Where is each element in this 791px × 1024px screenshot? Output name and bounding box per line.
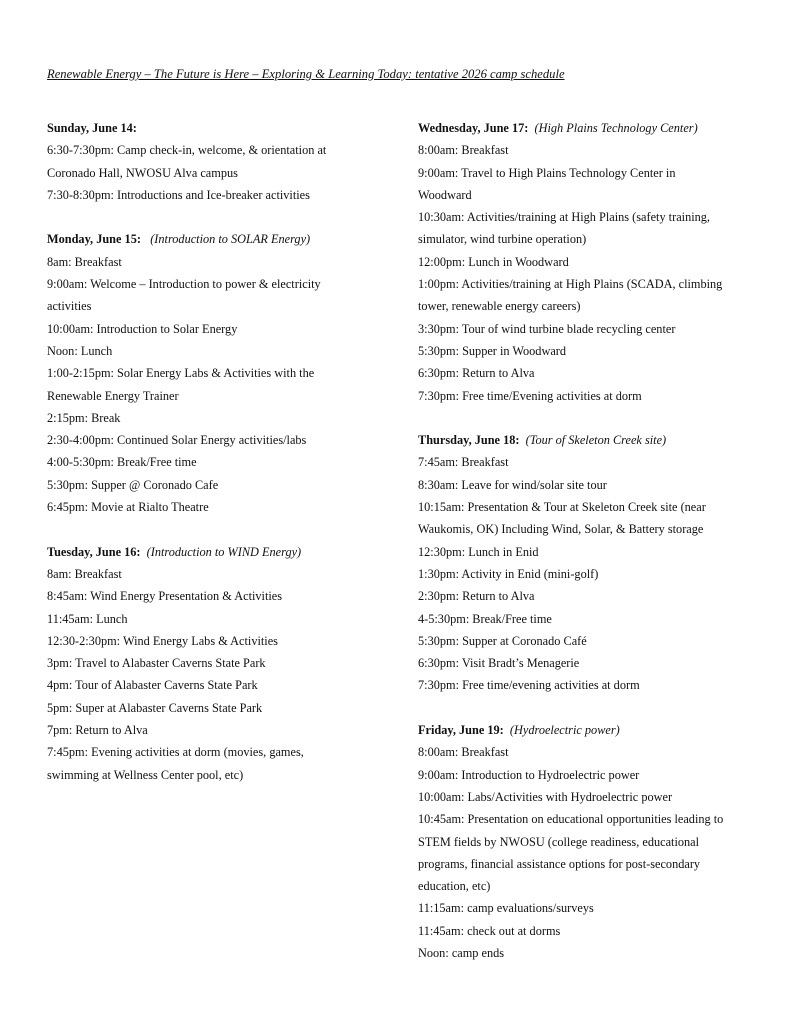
schedule-line: Renewable Energy Trainer	[47, 388, 179, 403]
schedule-line: 12:00pm: Lunch in Woodward	[418, 254, 569, 269]
schedule-line: 7:45am: Breakfast	[418, 455, 509, 470]
schedule-line: 6:30pm: Return to Alva	[418, 366, 535, 381]
document-title: Renewable Energy – The Future is Here – Exploring & Learning Today: tentative 2026 camp schedule	[47, 67, 565, 81]
schedule-line: 9:00am: Introduction to Hydroelectric power	[418, 767, 640, 782]
day-subtitle: (Hydroelectric power)	[509, 723, 620, 738]
day-heading: Wednesday, June 17:	[418, 121, 529, 135]
schedule-line: activities	[47, 299, 92, 314]
schedule-line: 8:30am: Leave for wind/solar site tour	[418, 477, 607, 492]
schedule-line: 10:00am: Introduction to Solar Energy	[47, 321, 238, 336]
schedule-line: 10:30am: Activities/training at High Plains (safety training,	[418, 210, 711, 225]
schedule-line: 7pm: Return to Alva	[47, 723, 148, 738]
day-subtitle: (Introduction to SOLAR Energy)	[150, 232, 311, 247]
day-block-thursday	[418, 429, 763, 697]
schedule-line: 11:45am: Lunch	[47, 611, 128, 626]
schedule-line: 10:45am: Presentation on educational opportunities leading to	[418, 812, 724, 827]
schedule-line: 8:45am: Wind Energy Presentation & Activities	[47, 589, 283, 604]
schedule-line: Noon: Lunch	[47, 343, 113, 358]
schedule-line: tower, renewable energy careers)	[418, 299, 581, 314]
schedule-line: 5pm: Super at Alabaster Caverns State Park	[47, 700, 263, 715]
schedule-line: 5:30pm: Supper in Woodward	[418, 343, 567, 358]
schedule-line: 8:00am: Breakfast	[418, 143, 509, 158]
day-heading: Thursday, June 18:	[418, 433, 520, 448]
schedule-line: swimming at Wellness Center pool, etc)	[47, 767, 244, 782]
schedule-line: 7:30-8:30pm: Introductions and Ice-breaker activities	[47, 187, 310, 202]
day-subtitle: (Introduction to WIND Energy)	[146, 544, 302, 559]
schedule-line: 7:45pm: Evening activities at dorm (movies, games,	[47, 745, 304, 760]
day-subtitle: (Tour of Skeleton Creek site)	[525, 433, 667, 448]
left-column	[47, 117, 367, 808]
schedule-line: 12:30-2:30pm: Wind Energy Labs & Activities	[47, 633, 278, 648]
schedule-line: programs, financial assistance options for post-secondary	[418, 856, 701, 871]
schedule-line: 11:45am: check out at dorms	[418, 923, 561, 938]
schedule-line: 9:00am: Welcome – Introduction to power & electricity	[47, 277, 321, 292]
day-heading: Sunday, June 14:	[47, 121, 137, 135]
schedule-line: 2:30-4:00pm: Continued Solar Energy activities/labs	[47, 433, 307, 448]
schedule-line: 1:00-2:15pm: Solar Energy Labs & Activities with the	[47, 366, 315, 381]
schedule-line: STEM fields by NWOSU (college readiness, educational	[418, 834, 700, 849]
schedule-line: 3pm: Travel to Alabaster Caverns State Park	[47, 656, 266, 671]
schedule-line: 10:15am: Presentation & Tour at Skeleton Creek site (near	[418, 500, 706, 515]
schedule-line: 8:00am: Breakfast	[418, 745, 509, 760]
day-heading: Monday, June 15:	[47, 232, 141, 247]
schedule-line: Waukomis, OK) Including Wind, Solar, & Battery storage	[418, 522, 704, 537]
schedule-line: 11:15am: camp evaluations/surveys	[418, 901, 594, 916]
schedule-line: 2:15pm: Break	[47, 410, 121, 425]
schedule-line: Noon: camp ends	[418, 945, 505, 960]
schedule-line: Coronado Hall, NWOSU Alva campus	[47, 165, 238, 180]
schedule-line: education, etc)	[418, 879, 491, 894]
day-block-friday	[418, 719, 763, 964]
day-block-monday	[47, 228, 367, 518]
schedule-line: 4-5:30pm: Break/Free time	[418, 611, 552, 626]
schedule-line: 7:30pm: Free time/Evening activities at dorm	[418, 388, 642, 403]
day-heading: Tuesday, June 16:	[47, 544, 141, 559]
schedule-line: 5:30pm: Supper at Coronado Café	[418, 633, 587, 648]
schedule-line: 1:30pm: Activity in Enid (mini-golf)	[418, 566, 599, 581]
schedule-line: 5:30pm: Supper @ Coronado Cafe	[47, 477, 219, 492]
schedule-line: 9:00am: Travel to High Plains Technology Center in	[418, 165, 676, 180]
schedule-line: 8am: Breakfast	[47, 254, 122, 269]
day-block-tuesday	[47, 541, 367, 786]
schedule-line: simulator, wind turbine operation)	[418, 232, 587, 247]
schedule-line: 2:30pm: Return to Alva	[418, 589, 535, 604]
schedule-line: Woodward	[418, 187, 472, 202]
day-block-wednesday	[418, 117, 763, 407]
schedule-line: 6:30pm: Visit Bradt’s Menagerie	[418, 656, 580, 671]
schedule-line: 4:00-5:30pm: Break/Free time	[47, 455, 197, 470]
schedule-line: 7:30pm: Free time/evening activities at dorm	[418, 678, 640, 693]
schedule-line: 6:30-7:30pm: Camp check-in, welcome, & orientation at	[47, 143, 327, 158]
schedule-line: 10:00am: Labs/Activities with Hydroelectric power	[418, 789, 673, 804]
right-column	[418, 117, 763, 987]
day-subtitle: (High Plains Technology Center)	[534, 121, 698, 135]
schedule-line: 1:00pm: Activities/training at High Plains (SCADA, climbing	[418, 277, 723, 292]
day-block-sunday	[47, 117, 367, 206]
schedule-line: 6:45pm: Movie at Rialto Theatre	[47, 500, 209, 515]
schedule-line: 3:30pm: Tour of wind turbine blade recycling center	[418, 321, 676, 336]
schedule-line: 8am: Breakfast	[47, 566, 122, 581]
schedule-line: 12:30pm: Lunch in Enid	[418, 544, 539, 559]
schedule-line: 4pm: Tour of Alabaster Caverns State Park	[47, 678, 258, 693]
day-heading: Friday, June 19:	[418, 723, 504, 738]
